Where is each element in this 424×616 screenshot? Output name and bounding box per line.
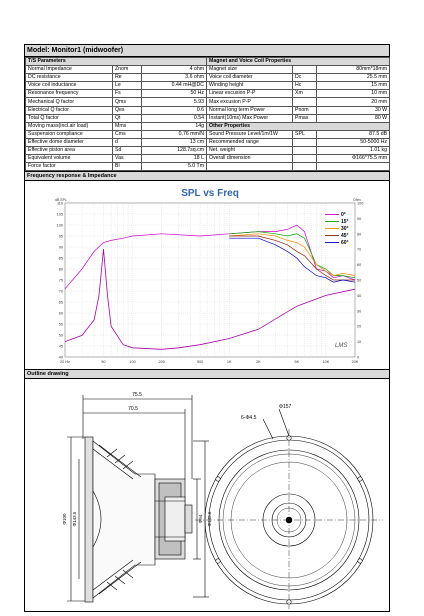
spec-row [26,74,390,82]
param-value: 0.54 [142,114,207,122]
y-left-unit: dB SPL [55,198,67,203]
y-left-tick: 105 [56,212,63,217]
param-name: Normal Impedance [26,66,113,74]
param-name: Force factor [26,163,113,171]
param-symbol: Qes [113,106,142,114]
x-tick: 50 [101,360,106,365]
y-left-tick: 110 [56,201,63,206]
property-symbol: Pnom [293,106,317,114]
y-right-tick: 60 [357,263,362,268]
y-left-tick: 85 [58,256,63,261]
property-name: Voice coil diameter [207,74,293,82]
mount-hole [358,477,362,481]
property-name: Sound Pressure Level/1m/1W [207,130,293,138]
param-name: Suspension compliance [26,130,113,138]
property-value: 20 mm [317,98,390,106]
param-name: DC resistance [26,74,113,82]
param-value: 18 L [142,155,207,163]
spec-row [26,155,390,163]
x-tick: 20 Hz [60,360,70,365]
spec-header-row [26,58,390,66]
spec-row [26,106,390,114]
outline-svg [25,379,387,611]
spec-row [26,98,390,106]
y-left-tick: 45 [58,344,63,349]
param-name: Mechanical Q factor [26,98,113,106]
param-symbol: Fs [113,90,142,98]
property-name: Net. weight [207,147,293,155]
y-left-tick: 90 [58,245,63,250]
x-tick: 5K [294,360,300,365]
spec-row [26,82,390,90]
param-name: Total Q factor [26,114,113,122]
y-left-tick: 60 [58,311,63,316]
spec-row [26,130,390,138]
property-value: 15 mm [317,82,390,90]
property-value: Φ166*75.5 mm [317,155,390,163]
mount-hole [216,477,220,481]
x-tick: 100 [129,360,136,365]
property-symbol [293,163,317,171]
chart-title: SPL vs Freq [181,188,239,200]
front-view [195,409,383,609]
param-value: 14g [142,122,207,130]
spec-row [26,138,390,146]
spec-table [25,57,390,171]
property-symbol [293,66,317,74]
mount-hole [358,559,362,563]
frequency-graph [25,181,389,369]
y-right-tick: 100 [357,201,364,206]
param-name: Moving mass(incl.air load) [26,122,113,130]
x-tick: 2K [256,360,261,365]
param-name: Voice coil inductance [26,82,113,90]
y-right-tick: 10 [357,340,362,345]
property-name: Winding height [207,82,293,90]
y-right-tick: 20 [357,325,362,330]
param-value: 128.7sq.cm [142,147,207,155]
x-tick: 200 [158,360,165,365]
property-symbol [293,98,317,106]
property-symbol [293,155,317,163]
property-value: 80mm*18mm [317,66,390,74]
property-symbol: Pmax [293,114,317,122]
property-name: Recommended range [207,138,293,146]
y-right-tick: 40 [357,294,362,299]
x-tick: 20K [351,360,359,365]
param-name: Electrical Q factor [26,106,113,114]
param-symbol: Vas [113,155,142,163]
property-name: Instant(10ms) Max Power [207,114,293,122]
legend-label: 60° [341,240,349,247]
param-symbol: Bl [113,163,142,171]
param-symbol: Le [113,82,142,90]
y-right-unit: Ohm [353,198,361,203]
legend-label: 30° [341,226,349,233]
holes-label: 6-Φ4.5 [241,415,257,422]
property-value: 25.5 mm [317,74,390,82]
property-symbol [293,138,317,146]
param-symbol: Cms [113,130,142,138]
param-value: 5.0 Tm [142,163,207,171]
property-symbol [293,147,317,155]
property-value [317,163,390,171]
dim-143-5: Φ143.5 [72,511,77,527]
spec-row [26,147,390,155]
y-left-tick: 100 [56,223,63,228]
x-tick: 1K [226,360,232,365]
ts-header: T/S Parameters [26,58,207,66]
param-symbol: Re [113,74,142,82]
outline-header: Outline drawing [25,369,389,379]
legend-label: 45° [341,233,349,240]
y-right-tick: 80 [357,232,362,237]
legend-label: 0° [341,212,346,219]
spec-row [26,90,390,98]
param-value: 50 Hz [142,90,207,98]
property-symbol: Hc [293,82,317,90]
property-symbol: SPL [293,130,317,138]
param-symbol: Mms [113,122,142,130]
param-value: 0.44 mH@DC [142,82,207,90]
property-name: Magnet size [207,66,293,74]
x-tick: 10K [322,360,330,365]
spl-chart [25,181,387,369]
dim-94: Φ94 [198,515,203,524]
other-header: Other Properties [207,122,390,130]
y-left-tick: 95 [58,234,63,239]
param-value: 0.76 mm/N [142,130,207,138]
param-symbol: Qt [113,114,142,122]
property-name: Linear excusion P-P [207,90,293,98]
property-symbol: Dc [293,74,317,82]
spec-row [26,66,390,74]
param-name: Effective piston area [26,147,113,155]
param-name: Equivalent volume [26,155,113,163]
param-symbol: Sd [113,147,142,155]
param-name: Resonance frequency [26,90,113,98]
property-value: 10 mm [317,90,390,98]
param-symbol: d [113,138,142,146]
y-left-tick: 40 [58,355,63,360]
y-left-tick: 55 [58,322,63,327]
property-value: 50-5000 Hz [317,138,390,146]
dim-75-5: 75.5 [132,392,142,399]
outline-drawing [25,379,389,611]
dim-145-6: Φ145.6 [207,511,212,527]
spec-row [26,114,390,122]
y-right-tick: 50 [357,278,362,283]
legend-label: 15° [341,219,349,226]
y-left-tick: 80 [58,267,63,272]
property-symbol: Xm [293,90,317,98]
property-name: Normal long term Power [207,106,293,114]
param-value: 0.6 [142,106,207,114]
property-value: 87.5 dB [317,130,390,138]
param-symbol: Qms [113,98,142,106]
y-right-tick: 90 [357,217,362,222]
y-left-tick: 50 [58,333,63,338]
side-view [67,395,209,602]
param-value: 3.6 ohm [142,74,207,82]
y-right-tick: 70 [357,248,362,253]
property-value: 30 W [317,106,390,114]
dim-70-5: 70.5 [128,406,138,413]
spec-row [26,122,390,130]
property-value: 80 W [317,114,390,122]
dim-100: Φ100 [62,513,67,525]
mv-header: Magnet and Voice Coil Properties [207,58,390,66]
model-title: Model: Monitor1 (midwoofer) [25,45,389,57]
y-left-tick: 75 [58,278,63,283]
param-value: 4 ohm [142,66,207,74]
property-value: 1.01 kg [317,147,390,155]
spec-sheet [24,44,390,612]
freq-header: Frequency response & Impedance [25,171,389,181]
watermark: LMS [335,343,348,350]
x-tick: 500 [196,360,204,365]
param-name: Effective dome diameter [26,138,113,146]
param-value: 13 cm [142,138,207,146]
y-right-tick: 30 [357,309,362,314]
spec-row [26,163,390,171]
dim-157: Φ157 [279,404,292,411]
y-left-tick: 70 [58,289,63,294]
y-left-tick: 65 [58,300,63,305]
param-value: 5.93 [142,98,207,106]
mount-hole [216,559,220,563]
property-name: Overall dimension [207,155,293,163]
param-symbol: Znom [113,66,142,74]
property-name: Max excusion P-P [207,98,293,106]
property-name [207,163,293,171]
y-right-tick: 0 [357,355,360,360]
